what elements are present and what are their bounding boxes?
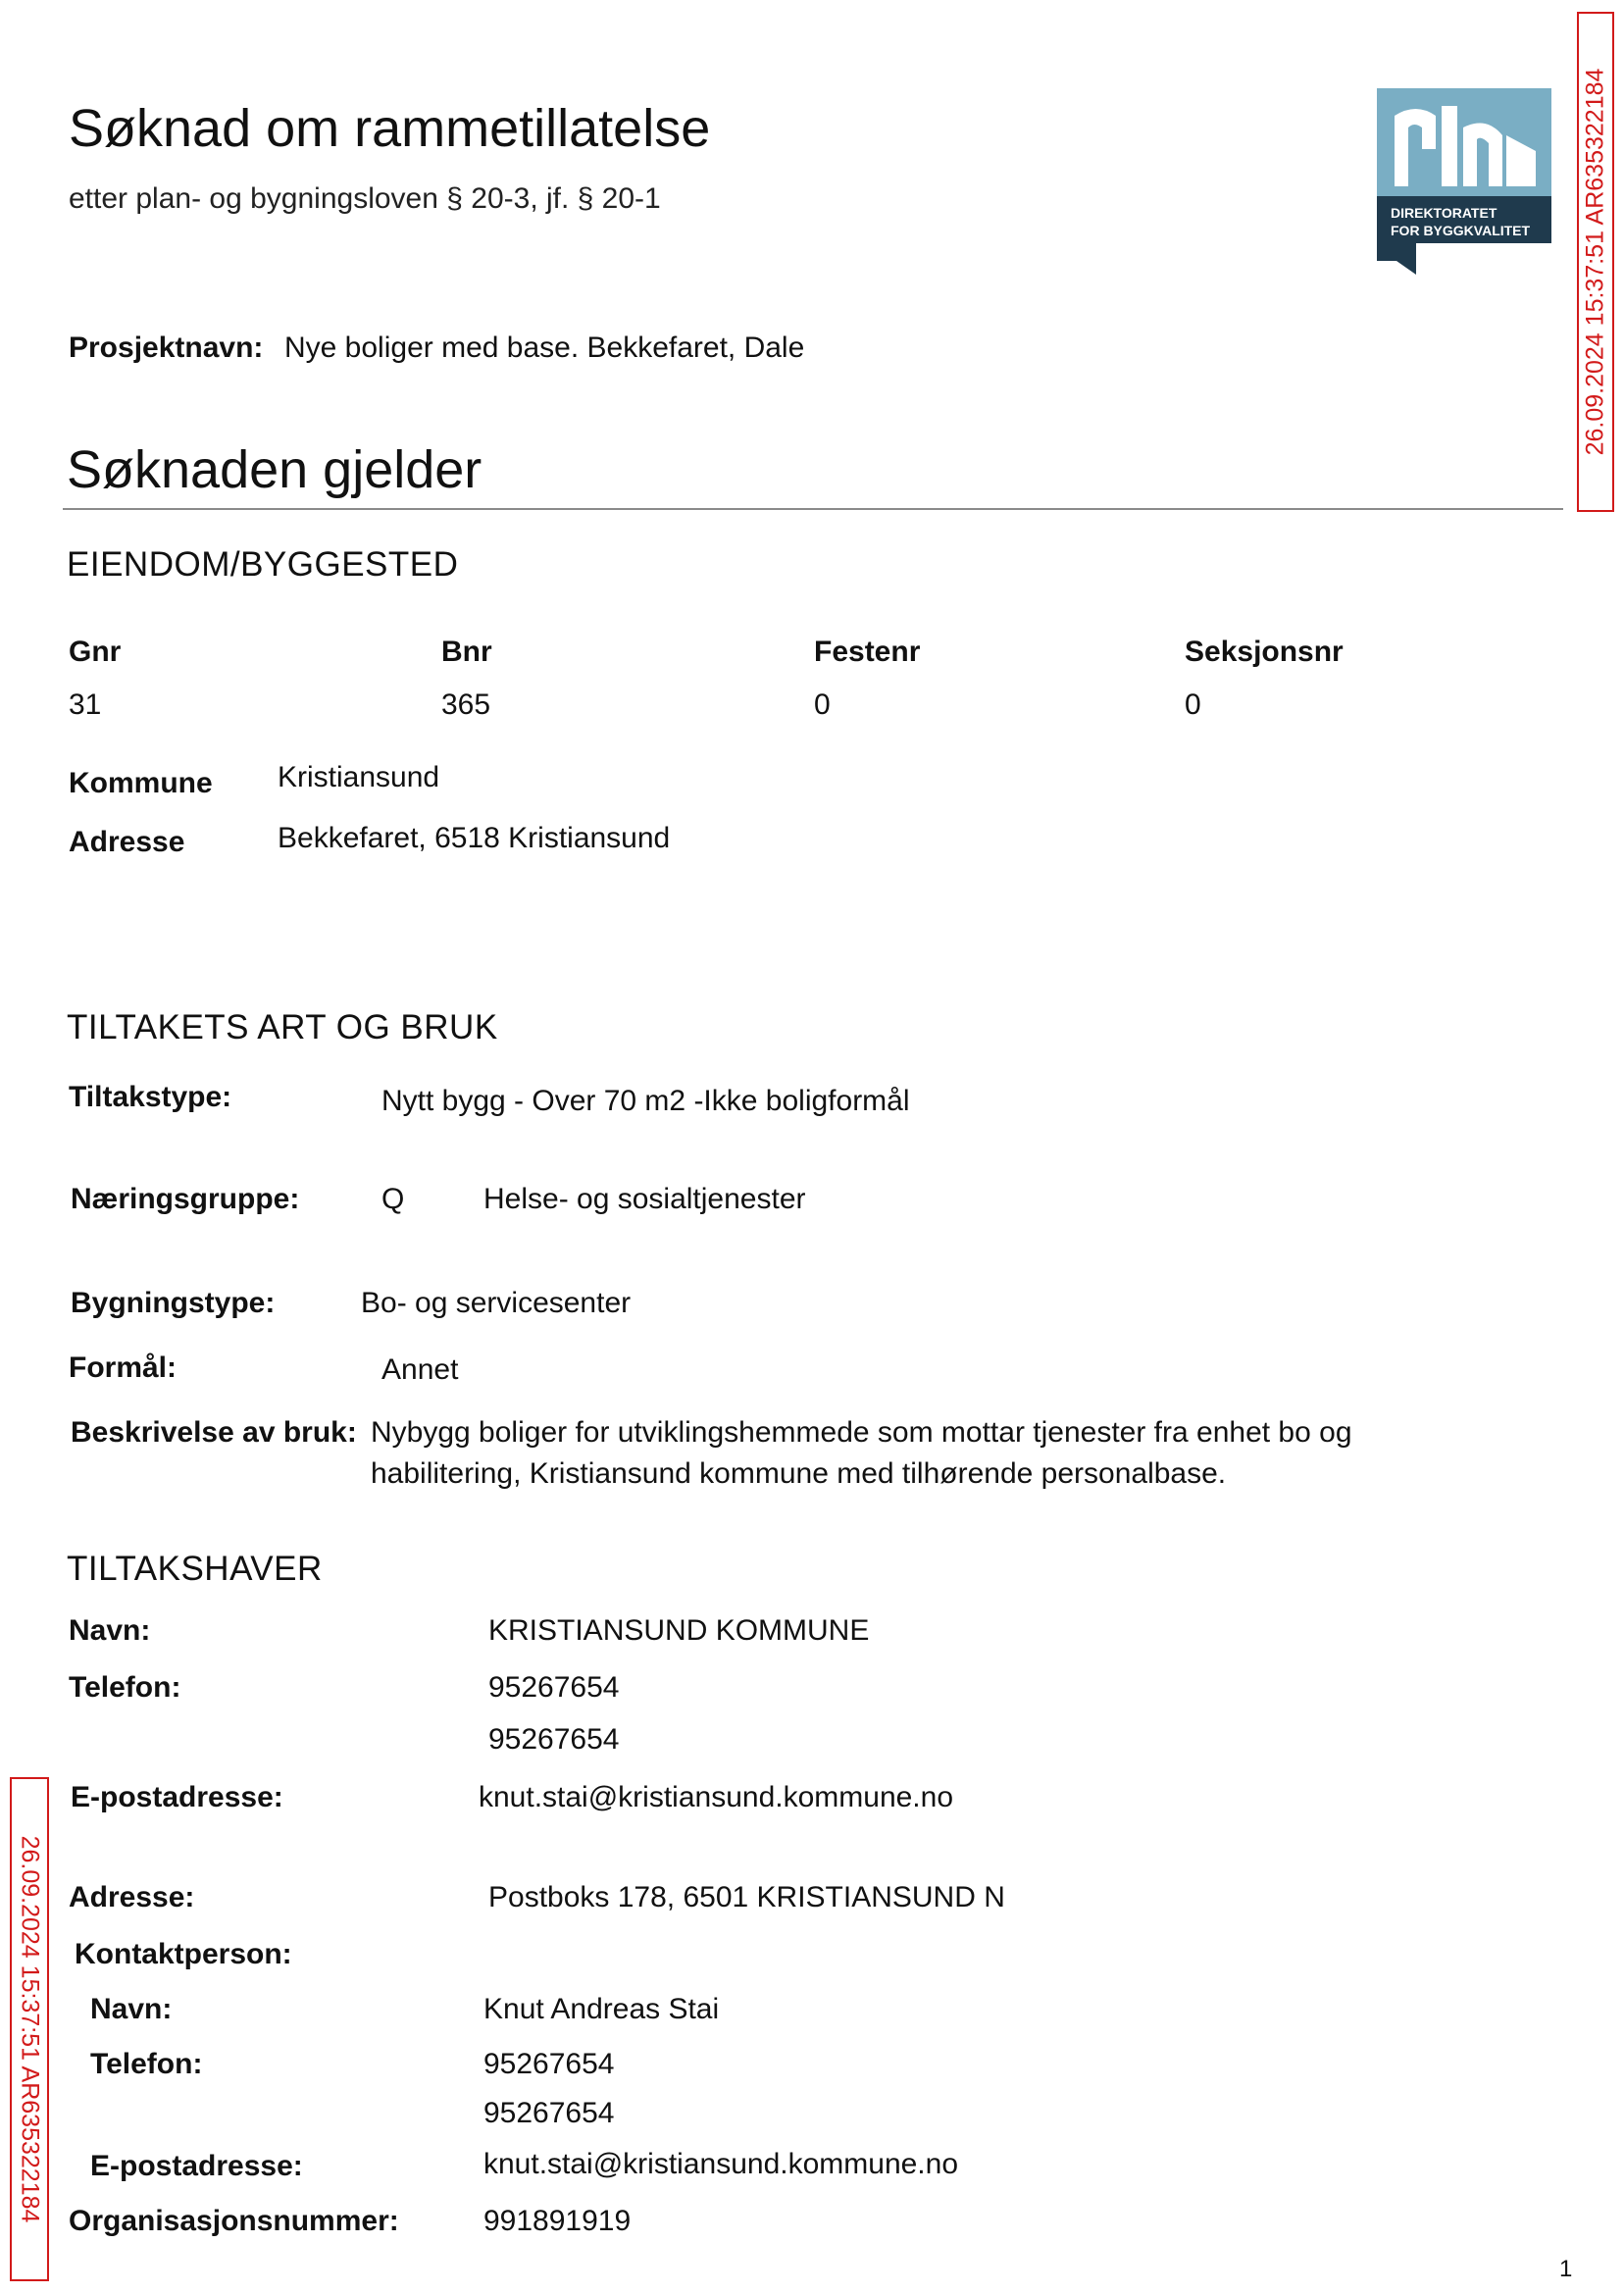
kontakt-telefon-value-2: 95267654 — [483, 2097, 615, 2129]
naeringsgruppe-label: Næringsgruppe: — [71, 1183, 300, 1215]
naeringsgruppe-value: Helse- og sosialtjenester — [483, 1183, 806, 1215]
gnr-header: Gnr — [69, 636, 122, 668]
kontakt-telefon-value-1: 95267654 — [483, 2048, 615, 2080]
project-value: Nye boliger med base. Bekkefaret, Dale — [284, 331, 805, 364]
stamp-text-left: 26.09.2024 15:37:51 AR635322184 — [16, 1835, 44, 2223]
tiltakshaver-telefon-value-2: 95267654 — [488, 1723, 620, 1756]
adresse-label: Adresse — [69, 826, 185, 858]
kontakt-navn-value: Knut Andreas Stai — [483, 1993, 720, 2025]
section-divider — [63, 508, 1563, 510]
project-label: Prosjektnavn: — [69, 331, 264, 364]
svg-text:DIREKTORATET: DIREKTORATET — [1391, 205, 1497, 221]
kommune-value: Kristiansund — [278, 761, 440, 793]
tiltakshaver-navn-value: KRISTIANSUND KOMMUNE — [488, 1614, 870, 1647]
bnr-value: 365 — [441, 688, 491, 721]
document-title: Søknad om rammetillatelse — [69, 99, 711, 158]
adresse-value: Bekkefaret, 6518 Kristiansund — [278, 822, 671, 854]
svg-text:FOR BYGGKVALITET: FOR BYGGKVALITET — [1391, 223, 1531, 238]
gnr-value: 31 — [69, 688, 102, 721]
tiltakshaver-adresse-value: Postboks 178, 6501 KRISTIANSUND N — [488, 1881, 1005, 1913]
kontakt-epost-value: knut.stai@kristiansund.kommune.no — [483, 2148, 959, 2180]
page-number: 1 — [1559, 2256, 1573, 2282]
dibk-logo — [1377, 88, 1551, 275]
tiltakshaver-navn-label: Navn: — [69, 1614, 151, 1647]
seksjonsnr-value: 0 — [1185, 688, 1201, 721]
kontakt-navn-label: Navn: — [90, 1993, 173, 2025]
section-title: Søknaden gjelder — [67, 440, 482, 499]
tiltakstype-value: Nytt bygg - Over 70 m2 -Ikke boligformål — [381, 1085, 910, 1117]
orgnr-value: 991891919 — [483, 2205, 632, 2237]
naeringsgruppe-code: Q — [381, 1183, 405, 1215]
tiltakshaver-telefon-label: Telefon: — [69, 1671, 181, 1704]
bygningstype-value: Bo- og servicesenter — [361, 1287, 632, 1319]
kontakt-telefon-label: Telefon: — [90, 2048, 203, 2080]
bygningstype-label: Bygningstype: — [71, 1287, 276, 1319]
tiltakshaver-telefon-value-1: 95267654 — [488, 1671, 620, 1704]
kontaktperson-label: Kontaktperson: — [75, 1938, 292, 1970]
formal-label: Formål: — [69, 1351, 178, 1384]
bnr-header: Bnr — [441, 636, 492, 668]
formal-value: Annet — [381, 1353, 459, 1386]
tiltakshaver-heading: TILTAKSHAVER — [67, 1550, 323, 1588]
document-subtitle: etter plan- og bygningsloven § 20-3, jf. § 20-1 — [69, 182, 661, 215]
seksjonsnr-header: Seksjonsnr — [1185, 636, 1344, 668]
beskrivelse-line-1: Nybygg boliger for utviklingshemmede som mottar tjenester fra enhet bo og — [371, 1416, 1352, 1449]
beskrivelse-line-2: habilitering, Kristiansund kommune med tilhørende personalbase. — [371, 1457, 1227, 1490]
kontakt-epost-label: E-postadresse: — [90, 2150, 303, 2182]
festenr-header: Festenr — [814, 636, 921, 668]
tiltakshaver-adresse-label: Adresse: — [69, 1881, 195, 1913]
festenr-value: 0 — [814, 688, 831, 721]
beskrivelse-label: Beskrivelse av bruk: — [71, 1416, 357, 1449]
dibk-logo-icon — [1377, 88, 1551, 275]
tiltakshaver-epost-label: E-postadresse: — [71, 1781, 283, 1813]
tiltak-heading: TILTAKETS ART OG BRUK — [67, 1008, 498, 1046]
stamp-text: 26.09.2024 15:37:51 AR635322184 — [1581, 68, 1609, 456]
orgnr-label: Organisasjonsnummer: — [69, 2205, 399, 2237]
timestamp-stamp-right — [1577, 12, 1614, 512]
eiendom-heading: EIENDOM/BYGGESTED — [67, 545, 459, 584]
kommune-label: Kommune — [69, 767, 213, 799]
tiltakshaver-epost-value: knut.stai@kristiansund.kommune.no — [479, 1781, 954, 1813]
tiltakstype-label: Tiltakstype: — [69, 1081, 232, 1113]
timestamp-stamp-left — [10, 1777, 49, 2281]
